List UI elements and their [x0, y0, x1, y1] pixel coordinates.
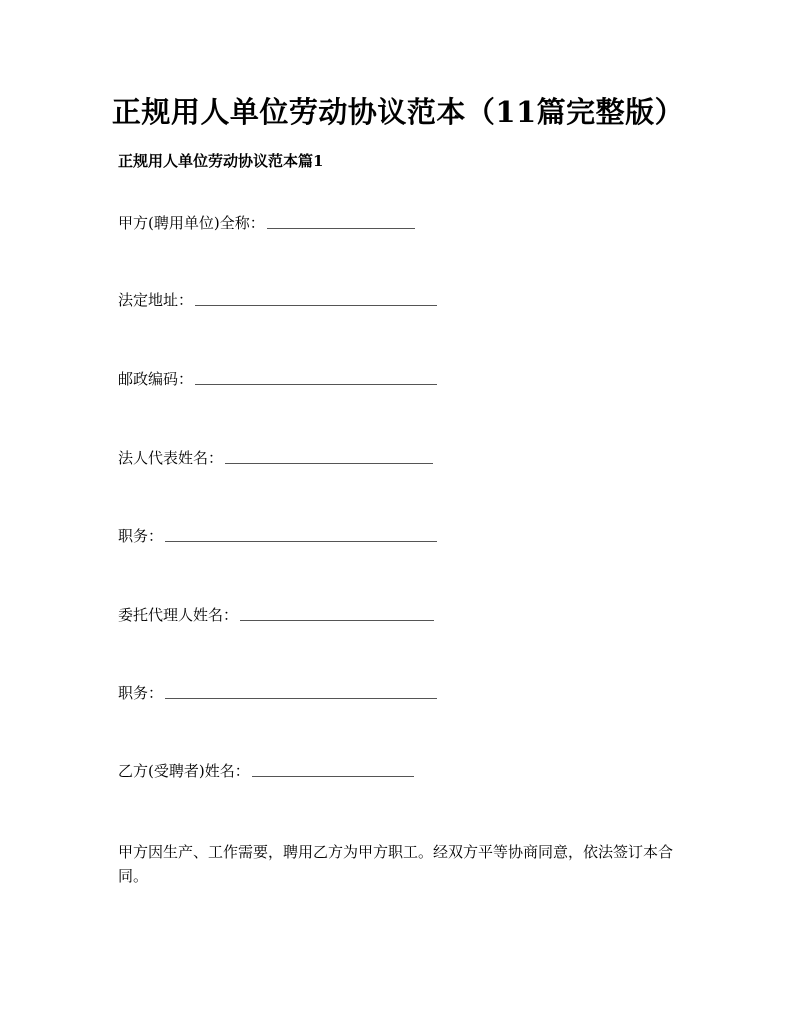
field-label: 职务： [118, 527, 164, 545]
body-paragraph: 甲方因生产、工作需要，聘用乙方为甲方职工。经双方平等协商同意，依法签订本合同。 [118, 843, 674, 885]
field-label: 甲方(聘用单位)全称： [118, 214, 265, 232]
field-label: 邮政编码： [118, 370, 194, 388]
form-field-party-b-name [118, 760, 414, 781]
form-field-position-2 [118, 682, 437, 703]
page-title: 正规用人单位劳动协议范本（11篇完整版） [111, 95, 685, 129]
fill-in-line [240, 619, 434, 621]
fill-in-line [267, 227, 415, 229]
section-title: 正规用人单位劳动协议范本篇1 [118, 152, 324, 170]
fill-in-line [165, 697, 437, 699]
fill-in-line [195, 304, 437, 306]
fill-in-line [252, 775, 414, 777]
form-field-agent-name [118, 604, 434, 625]
field-label: 法人代表姓名： [118, 449, 224, 467]
field-label: 乙方(受聘者)姓名： [118, 762, 250, 780]
form-field-legal-address [118, 289, 437, 310]
field-label: 职务： [118, 684, 164, 702]
fill-in-line [165, 540, 437, 542]
field-label: 委托代理人姓名： [118, 606, 239, 624]
fill-in-line [225, 462, 433, 464]
form-field-party-a-name [118, 212, 415, 233]
fill-in-line [195, 383, 437, 385]
form-field-postal-code [118, 368, 437, 389]
field-label: 法定地址： [118, 291, 194, 309]
form-field-legal-representative [118, 447, 433, 468]
form-field-position-1 [118, 525, 437, 546]
